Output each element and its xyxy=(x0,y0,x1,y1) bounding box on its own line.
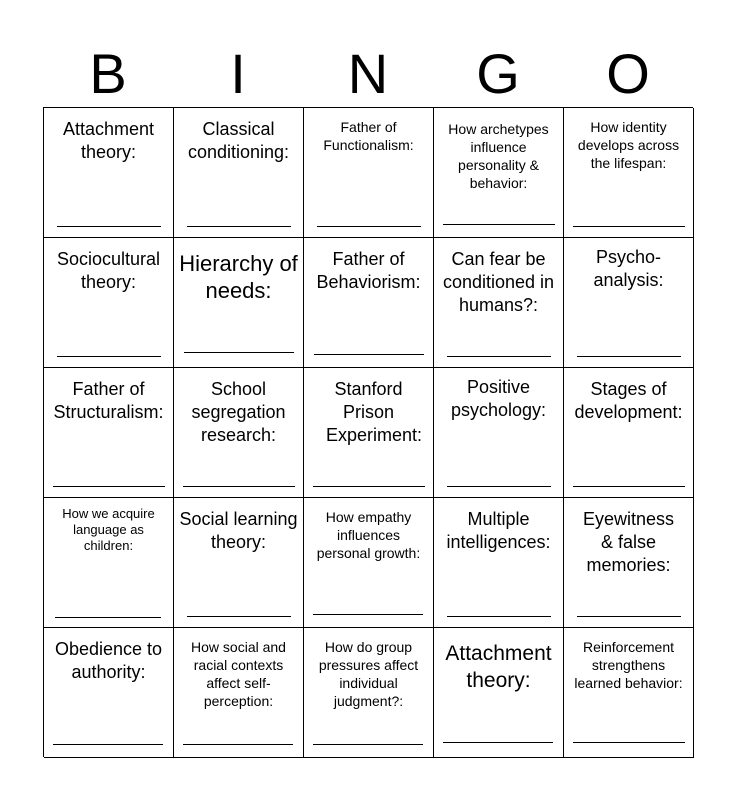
cell-prompt: Eyewitness & false memories: xyxy=(582,509,675,575)
cell-prompt: How empathy influences personal growth: xyxy=(316,509,421,561)
cell-prompt: Stanford Prison Experiment: xyxy=(326,379,423,445)
answer-line xyxy=(447,616,551,617)
cell-prompt: Father of Behaviorism: xyxy=(316,249,421,292)
bingo-cell xyxy=(434,628,564,758)
answer-line xyxy=(443,742,553,743)
answer-line xyxy=(313,614,423,615)
answer-line xyxy=(313,486,425,487)
answer-line xyxy=(573,742,685,743)
cell-prompt: Hierarchy of needs: xyxy=(179,251,298,303)
cell-prompt: Reinforcement strengthens learned behavior: xyxy=(574,639,683,691)
answer-line xyxy=(577,356,681,357)
bingo-cell xyxy=(564,498,694,628)
cell-prompt: School segregation research: xyxy=(191,379,286,445)
cell-prompt: Classical conditioning: xyxy=(187,119,290,162)
cell-prompt: Sociocultural theory: xyxy=(56,249,161,292)
cell-prompt: How we acquire language as children: xyxy=(62,506,155,553)
cell-prompt: Psycho-analysis: xyxy=(593,247,664,290)
header-letter-g: G xyxy=(476,42,520,105)
cell-prompt: Stages of development: xyxy=(574,379,683,422)
bingo-cell xyxy=(434,498,564,628)
answer-line xyxy=(187,616,291,617)
answer-line xyxy=(183,486,295,487)
cell-prompt: How social and racial contexts affect self-perception: xyxy=(191,639,286,709)
answer-line xyxy=(577,616,681,617)
bingo-cell xyxy=(564,108,694,238)
bingo-header xyxy=(43,40,693,108)
answer-line xyxy=(57,226,161,227)
bingo-cell xyxy=(564,368,694,498)
bingo-cell xyxy=(304,108,434,238)
header-letter-n: N xyxy=(347,42,389,105)
header-letter-b: B xyxy=(89,42,127,105)
bingo-cell xyxy=(434,238,564,368)
bingo-cell xyxy=(44,108,174,238)
bingo-cell xyxy=(564,238,694,368)
cell-prompt: Father of Structuralism: xyxy=(53,379,164,422)
cell-prompt: How identity develops across the lifespan: xyxy=(577,119,680,171)
answer-line xyxy=(55,617,161,618)
bingo-cell xyxy=(304,238,434,368)
cell-prompt: Positive psychology: xyxy=(450,377,547,420)
bingo-cell xyxy=(174,108,304,238)
bingo-cell xyxy=(44,498,174,628)
bingo-cell xyxy=(174,498,304,628)
answer-line xyxy=(187,226,291,227)
cell-prompt: Attachment theory: xyxy=(62,119,155,162)
answer-line xyxy=(447,356,551,357)
cell-prompt: How do group pressures affect individual judgment?: xyxy=(318,639,419,709)
bingo-cell xyxy=(564,628,694,758)
answer-line xyxy=(573,226,685,227)
bingo-cell xyxy=(44,238,174,368)
answer-line xyxy=(443,224,555,225)
bingo-cell xyxy=(304,368,434,498)
bingo-cell xyxy=(44,628,174,758)
bingo-cell xyxy=(304,628,434,758)
cell-prompt: Social learning theory: xyxy=(179,509,298,552)
answer-line xyxy=(314,354,424,355)
answer-line xyxy=(317,226,421,227)
cell-prompt: Father of Functionalism: xyxy=(323,119,414,153)
bingo-cell xyxy=(174,628,304,758)
answer-line xyxy=(183,744,293,745)
bingo-cell xyxy=(174,368,304,498)
answer-line xyxy=(447,486,551,487)
cell-prompt: Multiple intelligences: xyxy=(446,509,551,552)
answer-line xyxy=(53,744,163,745)
cell-prompt: Can fear be conditioned in humans?: xyxy=(442,249,555,315)
bingo-cell xyxy=(174,238,304,368)
bingo-cell xyxy=(304,498,434,628)
answer-line xyxy=(313,744,423,745)
answer-line xyxy=(184,352,294,353)
answer-line xyxy=(53,486,165,487)
bingo-cell xyxy=(434,368,564,498)
cell-prompt: How archetypes influence personality & behavior: xyxy=(448,121,549,191)
cell-prompt: Attachment theory: xyxy=(445,642,552,692)
answer-line xyxy=(573,486,685,487)
bingo-cell xyxy=(434,108,564,238)
bingo-cell xyxy=(44,368,174,498)
answer-line xyxy=(57,356,161,357)
cell-prompt: Obedience to authority: xyxy=(54,639,163,682)
header-letter-o: O xyxy=(606,42,650,105)
header-letter-i: I xyxy=(230,42,246,105)
bingo-grid xyxy=(43,107,693,757)
